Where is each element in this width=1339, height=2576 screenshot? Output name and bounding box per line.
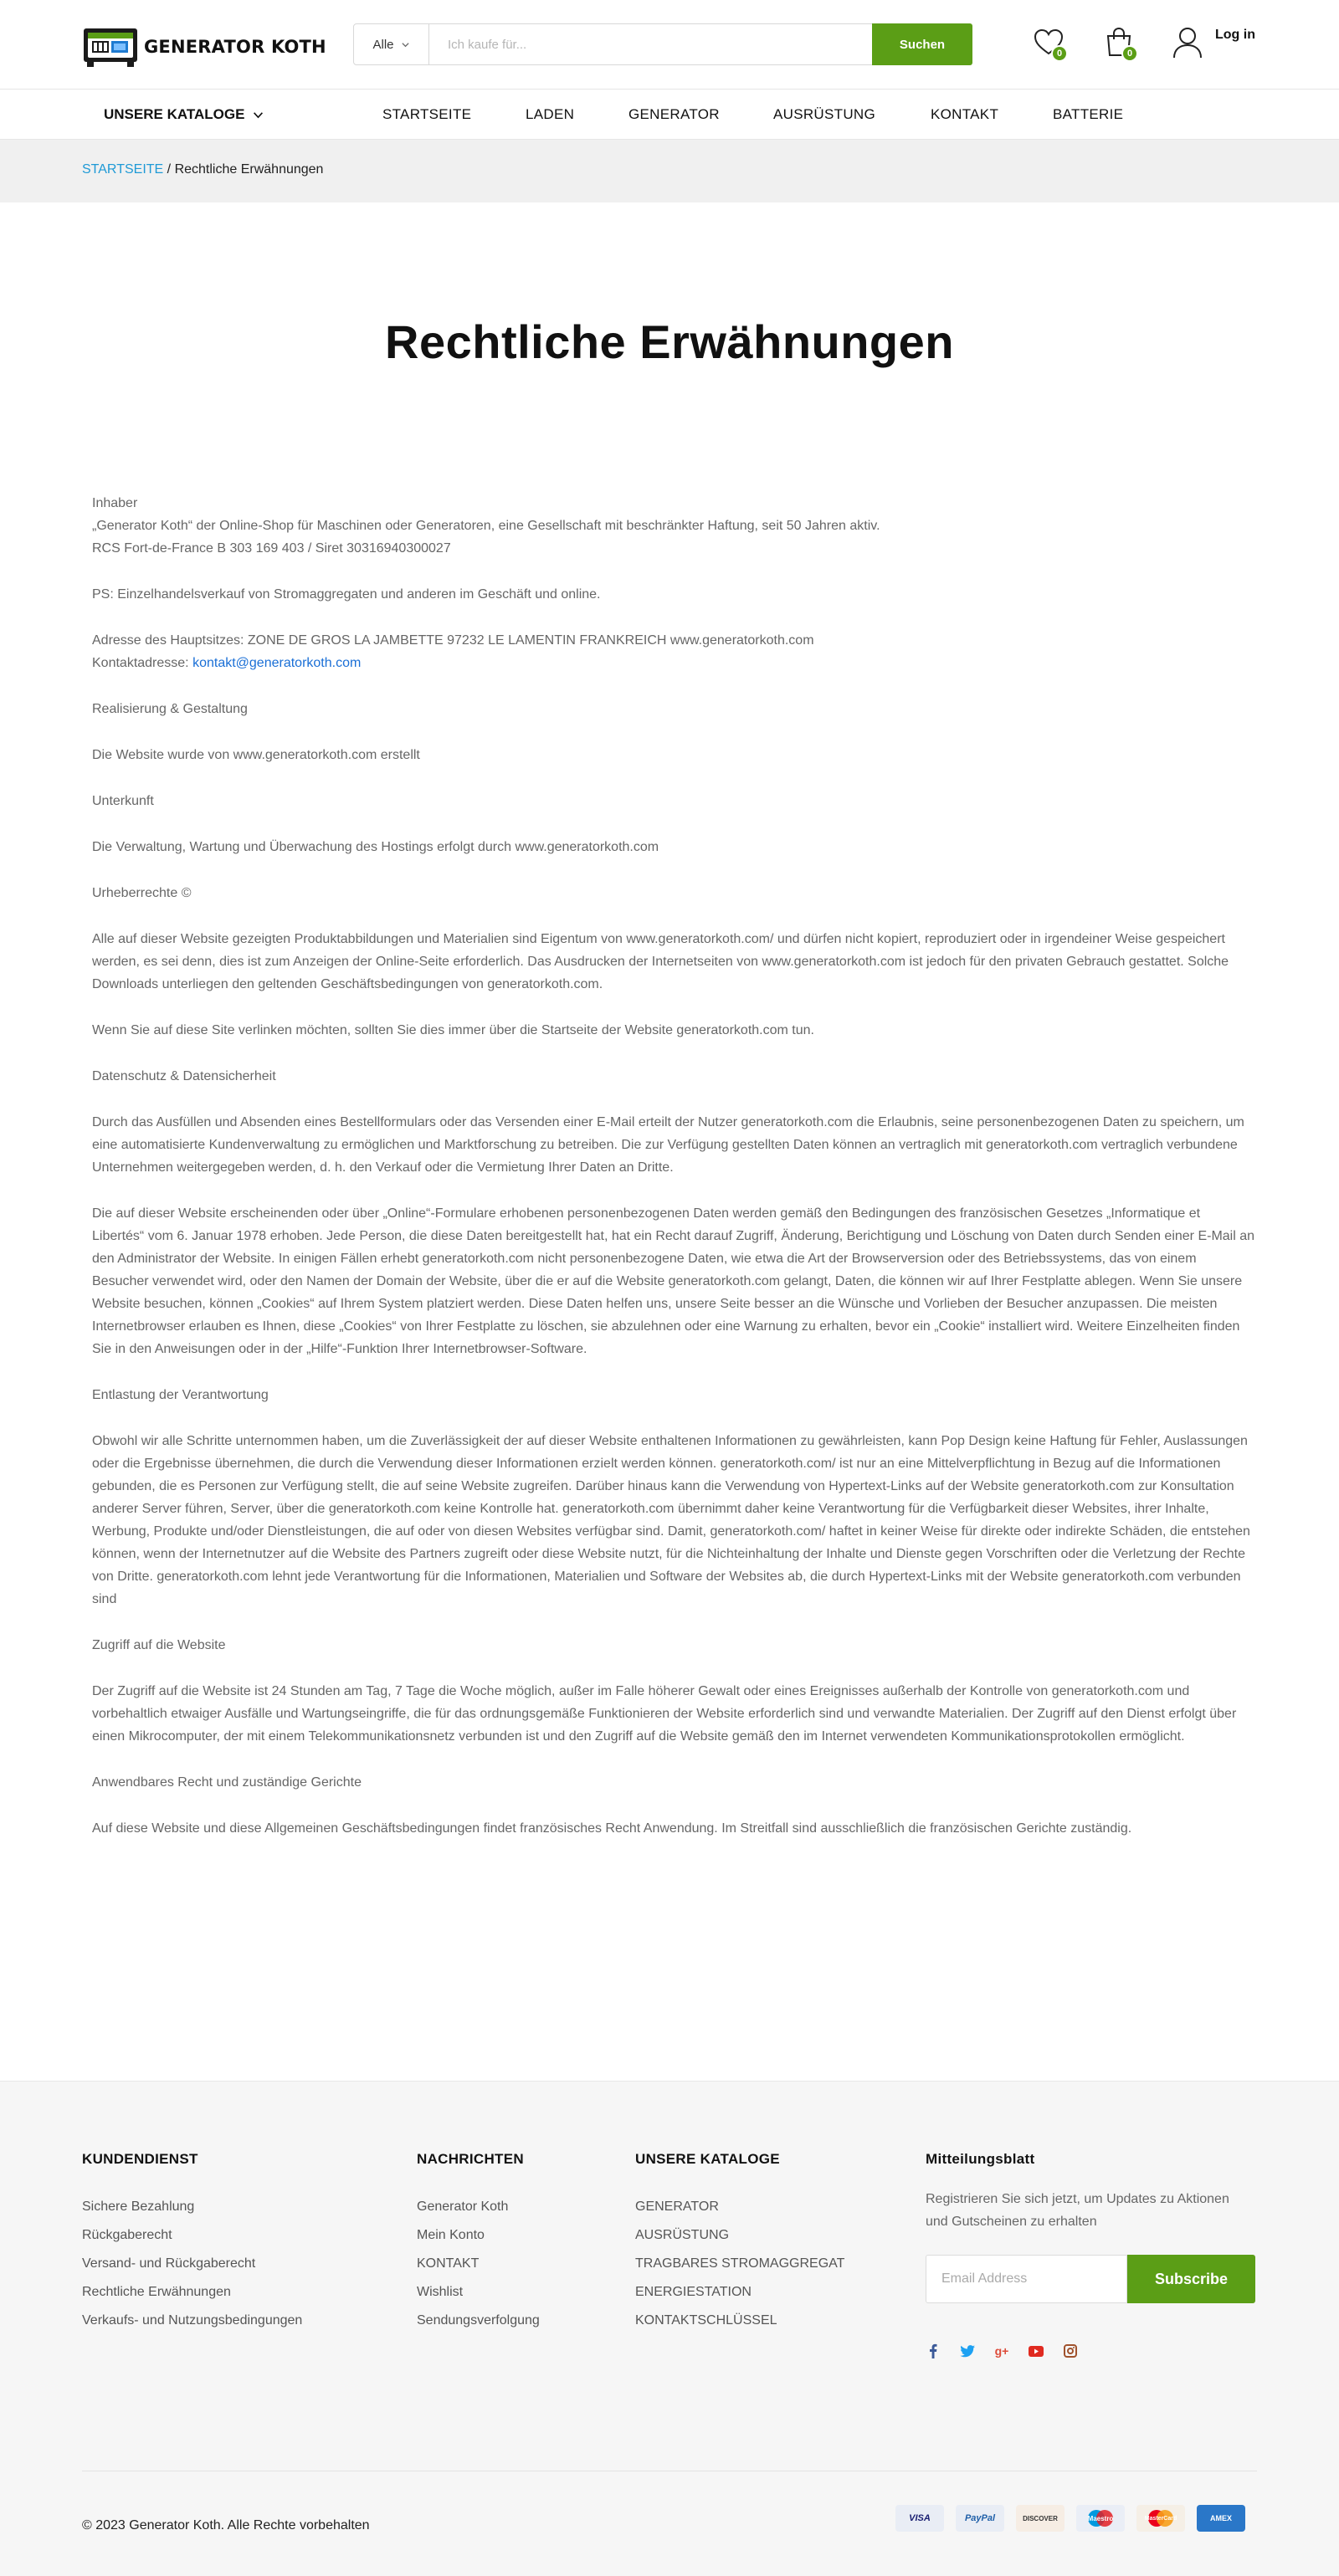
generator-logo-icon [82, 25, 139, 69]
hosting-text: Die Verwaltung, Wartung und Überwachung des Hostings erfolgt durch www.generatorkoth.com [92, 840, 659, 854]
footer-link[interactable]: TRAGBARES STROMAGGREGAT [635, 2256, 845, 2271]
page-title: Rechtliche Erwähnungen [385, 315, 954, 368]
footer-link[interactable]: Sendungsverfolgung [417, 2313, 540, 2328]
newsletter-email-input[interactable] [926, 2255, 1127, 2303]
footer-link[interactable]: AUSRÜSTUNG [635, 2228, 730, 2242]
visa-icon: VISA [895, 2505, 944, 2532]
nav-item-startseite[interactable]: STARTSEITE [382, 106, 472, 122]
login-label: Log in [1215, 28, 1255, 42]
cart-count-badge: 0 [1121, 45, 1138, 62]
footer-link[interactable]: GENERATOR [635, 2200, 719, 2214]
breadcrumb [82, 162, 323, 177]
main-navigation [0, 90, 1339, 140]
footer-col-title: UNSERE KATALOGE [635, 2151, 780, 2167]
hosting-heading: Unterkunft [92, 794, 154, 808]
owner-line2: RCS Fort-de-France B 303 169 403 / Siret 30316940300027 [92, 541, 451, 556]
privacy-text-2: Die auf dieser Website erscheinenden oder über „Online“-Formulare erhobenen personenbezogenen Daten werden gemäß den Bedingungen des französischen Gesetzes „Informatique et Libertés“ vom 6. Januar 1978 erhoben. Jede Person, die diese Daten bereitgestellt hat, hat ein Recht darauf Zugriff, Änderung, Berichtigung und Löschung von Daten durch Senden einer E-Mail an den Administrator der Website. In einigen Fällen erhebt generatorkoth.com nicht personenbezogene Daten, wie etwa die Art der Browserversion oder des Betriebssystems, das von einem Besucher verwendet wird, oder den Namen der Domain der Website, über die er auf die Website generatorkoth.com gelangt, Daten, die können wir auf Ihrer Festplatte ablegen. Wenn Sie unsere Website besuchen, können „Cookies“ auf Ihrem System platziert werden. Diese Daten helfen uns, unsere Seite besser an die Wünsche und Vorlieben der Besucher anzupassen. Die meisten Internetbrowser erlauben es Ihnen, diese „Cookies“ von Ihrer Festplatte zu löschen, sie abzulehnen oder eine Warnung zu erhalten, bevor ein „Cookie“ installiert wird. Weitere Einzelheiten finden Sie in den Anweisungen oder in der „Hilfe“-Funktion Ihrer Internetbrowser-Software. [92, 1206, 1255, 1356]
youtube-icon[interactable] [1029, 2343, 1044, 2358]
facebook-icon[interactable] [926, 2343, 941, 2358]
privacy-heading: Datenschutz & Datensicherheit [92, 1069, 276, 1083]
discover-icon: DISCOVER [1016, 2505, 1065, 2532]
owner-line1: „Generator Koth“ der Online-Shop für Maschinen oder Generatoren, eine Gesellschaft mit beschränkter Haftung, seit 50 Jahren aktiv. [92, 519, 880, 533]
maestro-icon [1076, 2505, 1125, 2532]
law-heading: Anwendbares Recht und zuständige Gerichte [92, 1775, 362, 1790]
footer-col-title: NACHRICHTEN [417, 2151, 524, 2167]
footer-link[interactable]: Versand- und Rückgaberecht [82, 2256, 256, 2271]
mastercard-icon [1136, 2505, 1185, 2532]
footer-newsletter [926, 2151, 1255, 2358]
nav-item-ausruestung[interactable]: AUSRÜSTUNG [773, 106, 876, 122]
footer-link[interactable]: Generator Koth [417, 2200, 509, 2214]
design-text: Die Website wurde von www.generatorkoth.com erstellt [92, 748, 420, 762]
footer-link[interactable]: Rückgaberecht [82, 2228, 172, 2242]
search-category-value: Alle [372, 37, 394, 52]
footer-col-kundendienst [82, 2151, 302, 2342]
amex-icon: AMEX [1197, 2505, 1245, 2532]
footer-link[interactable]: Mein Konto [417, 2228, 485, 2242]
breadcrumb-bar [0, 140, 1339, 202]
payment-methods [895, 2505, 1245, 2532]
mastercard-label: MasterCard [1144, 2515, 1177, 2522]
chevron-down-icon [253, 110, 264, 120]
footer-link[interactable]: KONTAKTSCHLÜSSEL [635, 2313, 777, 2328]
privacy-text-1: Durch das Ausfüllen und Absenden eines Bestellformulars oder das Versenden einer E-Mail erteilt der Nutzer generatorkoth.com die Erlaubnis, seine personenbezogenen Daten zu speichern, um eine automatisierte Kundenverwaltung zu ermöglichen und Marktforschung zu betreiben. Die zur Verfügung gestellten Daten können an vertraglich mit generatorkoth.com vertraglich verbundene Unternehmen weitergegeben werden, d. h. den Verkauf oder die Vermietung Ihrer Daten an Dritte. [92, 1115, 1244, 1175]
nav-item-batterie[interactable]: BATTERIE [1053, 106, 1124, 122]
twitter-icon[interactable] [960, 2343, 975, 2358]
contact-label: Kontaktadresse: [92, 656, 189, 670]
footer-link[interactable]: Sichere Bezahlung [82, 2200, 195, 2214]
search-input[interactable] [429, 24, 872, 64]
catalog-dropdown[interactable] [104, 90, 264, 140]
footer-link[interactable]: Rechtliche Erwähnungen [82, 2285, 231, 2299]
disclaimer-text: Obwohl wir alle Schritte unternommen haben, um die Zuverlässigkeit der auf dieser Website enthaltenen Informationen zu gewährleisten, kann Pop Design keine Haftung für Fehler, Auslassungen oder die Ergebnisse übernehmen, die durch die Verwendung dieser Informationen erzielt werden können. generatorkoth.com/ ist nur an eine Mittelverpflichtung in Bezug auf die Informationen gebunden, die es Personen zur Verfügung stellt, die auf seine Website zugreifen. Darüber hinaus kann die Verwendung von Hypertext-Links auf der Website generatorkoth.com zur Konsultation anderer Server führen, Server, über die generatorkoth.com keine Kontrolle hat. generatorkoth.com übernimmt daher keine Verantwortung für die Verfügbarkeit dieser Websites, ihrer Inhalte, Werbung, Produkte und/oder Dienstleistungen, die auf oder von diesen Websites verfügbar sind. Damit, generatorkoth.com/ haftet in keiner Weise für direkte oder indirekte Schäden, die entstehen können, wenn der Internetnutzer auf die Website des Partners zugreift oder diese Website nutzt, für die Nichteinhaltung der Inhalte und Dienste gegen Vorschriften oder die Verletzung der Rechte von Dritte. generatorkoth.com lehnt jede Verantwortung für die Informationen, Materialien und Software der Websites ab, die durch Hypertext-Links mit der Website generatorkoth.com verbunden sind [92, 1434, 1250, 1606]
address-section [92, 629, 1255, 674]
wishlist-button[interactable] [1031, 25, 1066, 60]
nav-item-laden[interactable]: LADEN [526, 106, 575, 122]
login-link[interactable] [1172, 25, 1255, 59]
address-text: Adresse des Hauptsitzes: ZONE DE GROS LA JAMBETTE 97232 LE LAMENTIN FRANKREICH www.generatorkoth.com [92, 633, 814, 648]
footer-col-kataloge [635, 2151, 844, 2342]
access-heading: Zugriff auf die Website [92, 1638, 226, 1652]
site-logo[interactable] [82, 25, 326, 69]
google-plus-icon[interactable]: g+ [994, 2344, 1009, 2358]
catalog-label: UNSERE KATALOGE [104, 106, 245, 122]
site-footer [0, 2081, 1339, 2576]
law-text: Auf diese Website und diese Allgemeinen Geschäftsbedingungen findet französisches Recht Anwendung. Im Streitfall sind ausschließlich die französischen Gerichte zuständig. [92, 1821, 1132, 1836]
access-text: Der Zugriff auf die Website ist 24 Stunden am Tag, 7 Tage die Woche möglich, außer im Falle höherer Gewalt oder eines Ereignisses außerhalb der Kontrolle von generatorkoth.com und vorbehaltlich etwaiger Ausfälle und Wartungseingriffe, die für das ordnungsgemäße Funktionieren der Website erforderlich sind und verwandte Materialien. Der Zugriff auf den Dienst erfolgt über einen Mikrocomputer, der mit einem Telekommunikationsnetz verbunden ist und den Zugriff auf die Website gemäß den im Internet verwendeten Kommunikationsprotokollen ermöglicht. [92, 1684, 1237, 1744]
contact-email-link[interactable]: kontakt@generatorkoth.com [192, 656, 362, 670]
wishlist-count-badge: 0 [1051, 45, 1068, 62]
search-category-select[interactable] [354, 24, 429, 64]
subscribe-button[interactable]: Subscribe [1127, 2255, 1255, 2303]
link-text: Wenn Sie auf diese Site verlinken möchten, sollten Sie dies immer über die Startseite der Website generatorkoth.com tun. [92, 1023, 814, 1037]
footer-col-nachrichten [417, 2151, 540, 2342]
disclaimer-heading: Entlastung der Verantwortung [92, 1388, 269, 1402]
design-heading: Realisierung & Gestaltung [92, 702, 248, 716]
footer-link[interactable]: Verkaufs- und Nutzungsbedingungen [82, 2313, 303, 2328]
instagram-icon[interactable] [1063, 2343, 1078, 2358]
owner-heading: Inhaber [92, 496, 138, 510]
maestro-label: Maestro [1087, 2514, 1114, 2522]
newsletter-title: Mitteilungsblatt [926, 2151, 1035, 2167]
footer-link[interactable]: Wishlist [417, 2285, 464, 2299]
copyright-text: Alle auf dieser Website gezeigten Produktabbildungen und Materialien sind Eigentum von www.generatorkoth.com/ und dürfen nicht kopiert, reproduziert oder in irgendeiner Weise gespeichert werden, es sei denn, dies ist zum Anzeigen der Online-Seite erforderlich. Das Ausdrucken der Internetseiten von www.generatorkoth.com ist jedoch für den privaten Gebrauch gestattet. Solche Downloads unterliegen den geltenden Geschäftsbedingungen von generatorkoth.com. [92, 932, 1229, 991]
chevron-down-icon [401, 40, 410, 49]
ps-text: PS: Einzelhandelsverkauf von Stromaggregaten und anderen im Geschäft und online. [92, 587, 601, 602]
breadcrumb-home-link[interactable]: STARTSEITE [82, 162, 164, 177]
logo-text: GENERATOR KOTH [144, 37, 326, 57]
footer-link[interactable]: KONTAKT [417, 2256, 480, 2271]
breadcrumb-current: Rechtliche Erwähnungen [174, 162, 324, 177]
user-icon [1172, 25, 1203, 59]
nav-item-generator[interactable]: GENERATOR [628, 106, 720, 122]
legal-content [92, 492, 1255, 1863]
copyright-text: © 2023 Generator Koth. Alle Rechte vorbehalten [82, 2518, 370, 2532]
footer-col-title: KUNDENDIENST [82, 2151, 198, 2167]
search-button[interactable]: Suchen [872, 23, 972, 65]
breadcrumb-separator: / [167, 162, 172, 177]
cart-button[interactable] [1101, 25, 1136, 60]
social-links [926, 2343, 1255, 2358]
footer-link[interactable]: ENERGIESTATION [635, 2285, 752, 2299]
newsletter-text: Registrieren Sie sich jetzt, um Updates zu Aktionen und Gutscheinen zu erhalten [926, 2192, 1229, 2229]
nav-item-kontakt[interactable]: KONTAKT [931, 106, 999, 122]
site-header [0, 0, 1339, 90]
paypal-icon: PayPal [956, 2505, 1004, 2532]
owner-section [92, 492, 1255, 560]
copyright-heading: Urheberrechte © [92, 886, 192, 900]
search-bar [353, 23, 972, 65]
newsletter-form [926, 2255, 1255, 2303]
